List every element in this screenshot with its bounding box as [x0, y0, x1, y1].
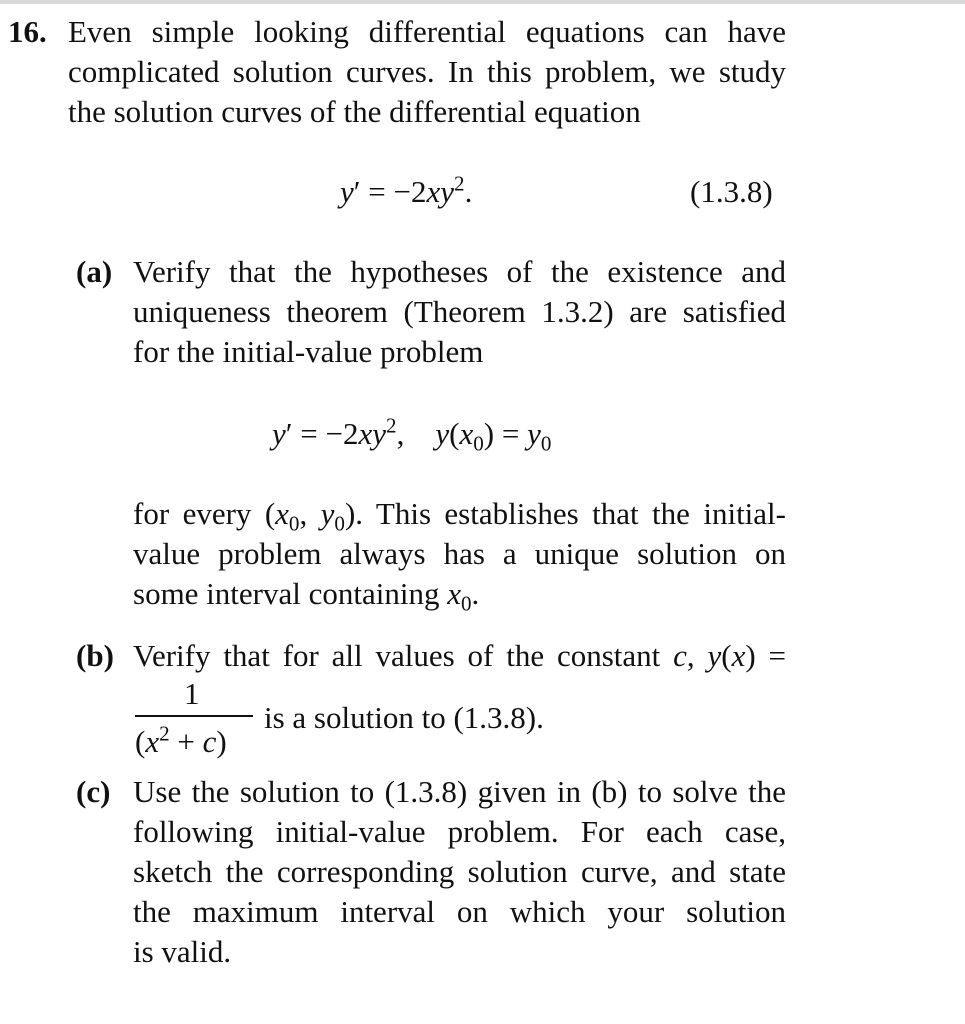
part-b-line-1: Verify that for all values of the constant c, y(x) = [133, 638, 787, 673]
intro-line-1: Even simple looking differential equations can have [68, 14, 786, 49]
equation-1-3-8: $y' = -2xy^2$. [340, 171, 473, 209]
part-a-line-3: for the initial-value problem [133, 334, 484, 369]
top-border [0, 0, 965, 4]
part-a-after-line-3: some interval containing $x_0$. [133, 576, 480, 616]
part-a-after-line-2: value problem always has a unique solution on [133, 536, 786, 571]
part-c-line-2: following initial-value problem. For each case, [133, 814, 786, 849]
intro-line-3: the solution curves of the differential equation [68, 94, 641, 129]
equation-label: (1.3.8) [690, 174, 773, 209]
part-c-line-5: is valid. [133, 934, 232, 969]
fraction-numerator: 1 [184, 676, 200, 711]
fraction-bar [135, 715, 253, 717]
part-a-line-2: uniqueness theorem (Theorem 1.3.2) are satisfied [133, 294, 786, 329]
part-a-line-1: Verify that the hypotheses of the existence and [133, 254, 786, 289]
part-c-line-4: the maximum interval on which your solution [133, 894, 786, 929]
part-b-label: (b) [76, 638, 114, 673]
part-b-line-2: is a solution to (1.3.8). [264, 700, 544, 735]
problem-number: 16. [8, 14, 47, 49]
intro-line-2: complicated solution curves. In this problem, we study [68, 54, 786, 89]
ivp-equation: $y' = -2xy^2$, $y(x_0) = y_0$ [272, 413, 552, 456]
part-a-label: (a) [76, 254, 113, 289]
part-c-label: (c) [76, 774, 111, 809]
part-c-line-3: sketch the corresponding solution curve, and state [133, 854, 786, 889]
part-c-line-1: Use the solution to (1.3.8) given in (b) to solve the [133, 774, 786, 809]
fraction-denominator: $(x^2 + c)$ [135, 721, 227, 759]
part-a-after-line-1: for every ($x_0$, $y_0$). This establishes that the initial- [133, 496, 786, 536]
